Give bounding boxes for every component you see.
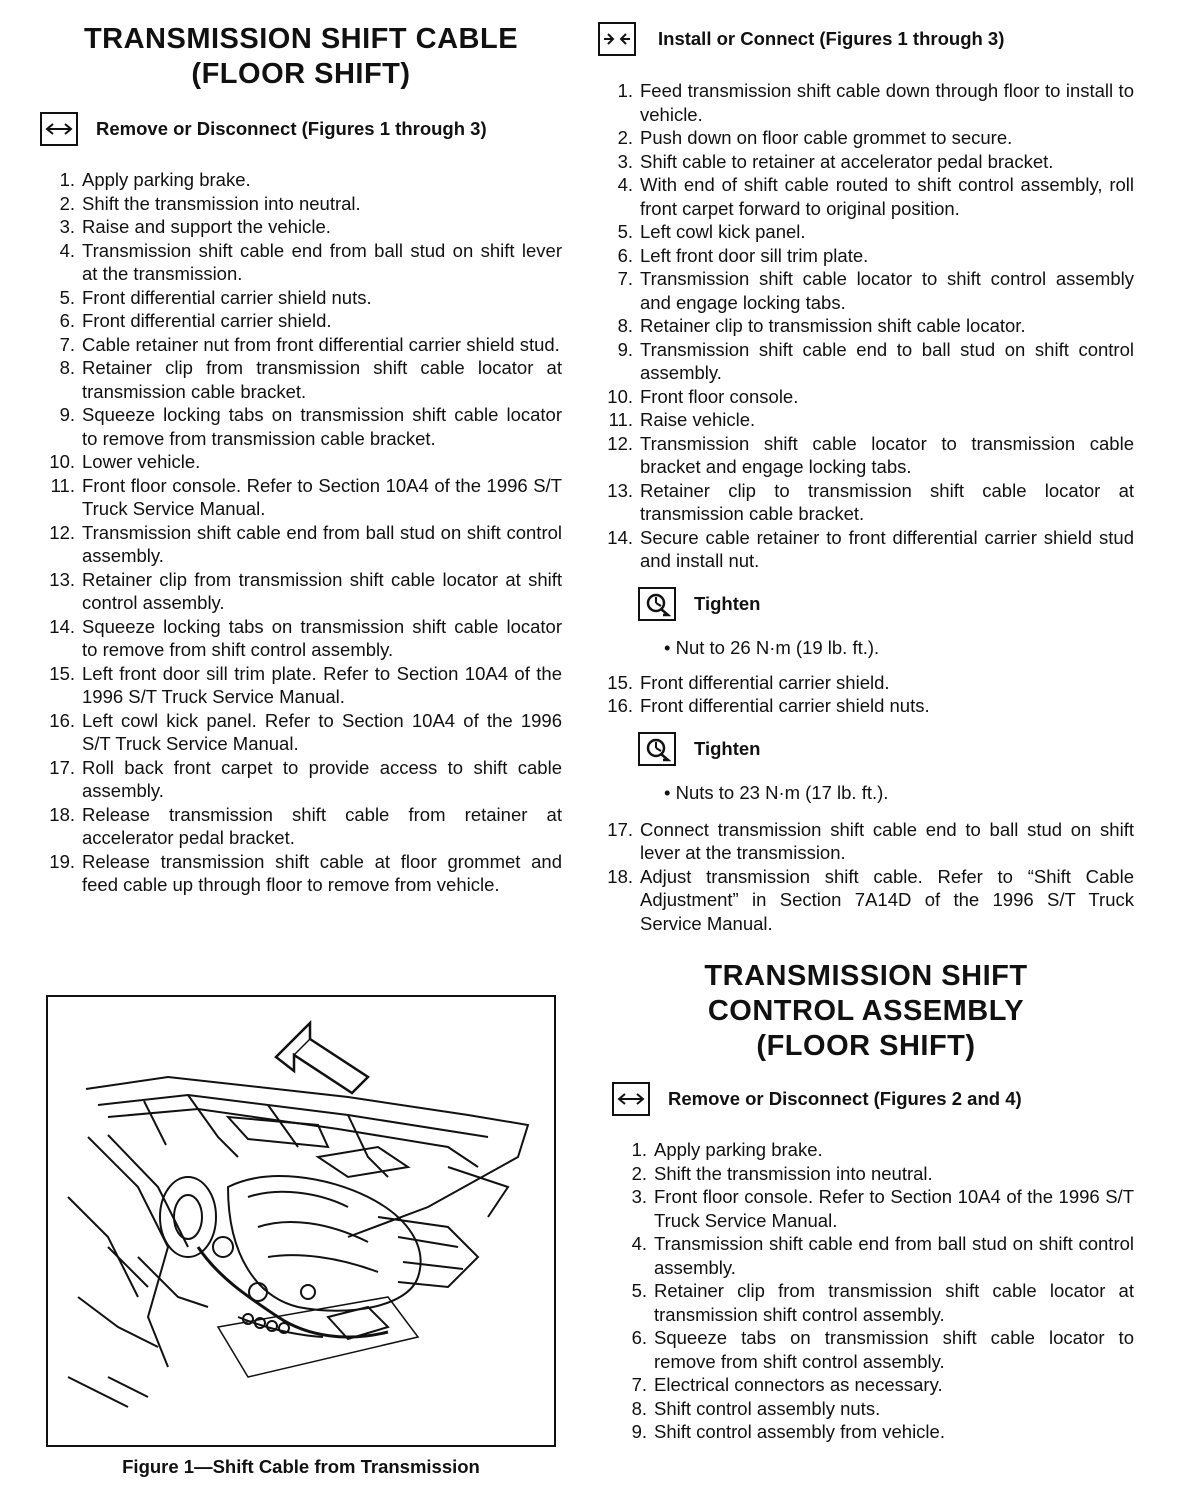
step-text: Push down on floor cable grommet to secure.	[640, 127, 1013, 148]
title-line: CONTROL ASSEMBLY	[707, 995, 1025, 1027]
procedure-step	[598, 479, 1134, 526]
procedure-step	[612, 1138, 1134, 1162]
step-number: 3.	[617, 150, 633, 172]
install-steps-list	[598, 818, 1134, 936]
step-number: 1.	[59, 169, 75, 190]
step-number: 16.	[49, 709, 75, 731]
step-number: 13.	[49, 568, 75, 590]
step-number: 9.	[617, 338, 633, 360]
step-number: 7.	[631, 1374, 647, 1395]
step-number: 7.	[59, 333, 75, 355]
step-number: 11.	[50, 474, 75, 496]
step-text: Roll back front carpet to provide access to shift cable assembly.	[82, 756, 562, 801]
step-number: 17.	[49, 756, 75, 778]
step-text: Feed transmission shift cable down through floor to install to vehicle.	[640, 80, 1134, 125]
step-text: Raise vehicle.	[640, 409, 756, 430]
step-number: 12.	[607, 432, 633, 454]
step-number: 14.	[607, 526, 633, 548]
step-text: Shift control assembly nuts.	[654, 1397, 881, 1419]
step-text: Retainer clip from transmission shift cable locator at shift control assembly.	[82, 568, 562, 613]
step-number: 14.	[49, 615, 75, 637]
step-text: Electrical connectors as necessary.	[654, 1374, 943, 1395]
step-text: Lower vehicle.	[82, 451, 201, 472]
figure-1-caption: Figure 1—Shift Cable from Transmission	[122, 1456, 480, 1477]
procedure-step	[40, 568, 562, 615]
step-text: Retainer clip from transmission shift cable locator at transmission shift control assembly.	[654, 1280, 1134, 1325]
procedure-step	[40, 215, 562, 239]
procedure-step	[598, 694, 1134, 718]
section-title-shift-control	[598, 959, 1134, 1064]
install-connect-heading	[598, 22, 1134, 56]
procedure-step	[40, 615, 562, 662]
procedure-step	[598, 173, 1134, 220]
procedure-step	[40, 709, 562, 756]
tighten-note-2	[638, 732, 1134, 766]
step-text: Left front door sill trim plate.	[640, 244, 869, 266]
install-steps-list	[598, 79, 1134, 573]
step-text: Raise and support the vehicle.	[82, 216, 331, 237]
step-text: Transmission shift cable end from ball stud on shift control assembly.	[82, 521, 562, 566]
step-number: 11.	[608, 409, 633, 430]
step-text: Shift the transmission into neutral.	[82, 192, 361, 214]
remove-disconnect-icon	[612, 1082, 650, 1116]
step-text: Retainer clip from transmission shift cable locator at transmission cable bracket.	[82, 357, 562, 402]
step-number: 9.	[59, 404, 75, 425]
step-text: Connect transmission shift cable end to ball stud on shift lever at the transmission.	[640, 818, 1134, 863]
step-text: Adjust transmission shift cable. Refer to “Shift Cable Adjustment” in Section 7A14D of the 1996 S/T Truck Service Manual.	[640, 865, 1134, 934]
step-text: Transmission shift cable locator to transmission cable bracket and engage locking tabs.	[640, 432, 1134, 477]
title-line: TRANSMISSION SHIFT	[704, 960, 1028, 992]
step-number: 2.	[617, 127, 633, 148]
step-number: 17.	[607, 818, 633, 840]
step-number: 5.	[617, 221, 633, 242]
procedure-step	[598, 126, 1134, 150]
remove-disconnect-icon	[40, 112, 78, 146]
step-text: Left front door sill trim plate. Refer to Section 10A4 of the 1996 S/T Truck Service Manual.	[82, 662, 562, 707]
step-text: Front floor console. Refer to Section 10A4 of the 1996 S/T Truck Service Manual.	[82, 474, 562, 519]
procedure-step	[40, 662, 562, 709]
procedure-step	[598, 267, 1134, 314]
step-text: Release transmission shift cable at floor grommet and feed cable up through floor to remove from vehicle.	[82, 850, 562, 895]
procedure-step	[598, 432, 1134, 479]
step-number: 4.	[617, 174, 633, 195]
step-text: Transmission shift cable end from ball stud on shift lever at the transmission.	[82, 239, 562, 284]
procedure-step	[40, 803, 562, 850]
tighten-label: Tighten	[694, 737, 761, 759]
install-connect-icon	[598, 22, 636, 56]
step-number: 2.	[59, 192, 75, 214]
step-text: Shift the transmission into neutral.	[654, 1162, 933, 1184]
procedure-step	[598, 408, 1134, 432]
removal-steps-list	[40, 168, 562, 897]
step-number: 15.	[607, 671, 633, 693]
step-number: 10.	[607, 385, 633, 407]
step-number: 2.	[631, 1162, 647, 1184]
procedure-step	[40, 356, 562, 403]
step-number: 1.	[631, 1139, 647, 1160]
procedure-step	[612, 1232, 1134, 1279]
procedure-step	[40, 309, 562, 333]
title-line: TRANSMISSION SHIFT CABLE	[83, 23, 519, 55]
step-text: Front differential carrier shield nuts.	[640, 695, 930, 716]
remove-disconnect-label: Remove or Disconnect (Figures 2 and 4)	[668, 1088, 1022, 1109]
step-text: Cable retainer nut from front differential carrier shield stud.	[82, 333, 560, 355]
step-number: 9.	[631, 1421, 647, 1442]
remove-disconnect-heading-2	[612, 1082, 1134, 1116]
step-text: Apply parking brake.	[654, 1139, 823, 1160]
procedure-step	[40, 192, 562, 216]
procedure-step	[40, 239, 562, 286]
procedure-step	[40, 168, 562, 192]
step-number: 12.	[49, 521, 75, 543]
procedure-step	[40, 333, 562, 357]
step-text: Squeeze tabs on transmission shift cable locator to remove from shift control assembly.	[654, 1327, 1134, 1372]
procedure-step	[40, 474, 562, 521]
procedure-step	[40, 756, 562, 803]
step-text: Shift control assembly from vehicle.	[654, 1421, 945, 1442]
procedure-step	[598, 338, 1134, 385]
step-text: Transmission shift cable locator to shift control assembly and engage locking tabs.	[640, 268, 1134, 313]
step-text: Shift cable to retainer at accelerator pedal bracket.	[640, 150, 1054, 172]
procedure-step	[612, 1162, 1134, 1186]
step-text: Transmission shift cable end from ball stud on shift control assembly.	[654, 1233, 1134, 1278]
procedure-step	[598, 244, 1134, 268]
step-text: Front differential carrier shield.	[82, 310, 332, 331]
procedure-step	[612, 1185, 1134, 1232]
procedure-step	[40, 850, 562, 897]
step-text: Front floor console.	[640, 385, 799, 407]
procedure-step	[40, 450, 562, 474]
step-number: 18.	[607, 865, 633, 887]
step-number: 6.	[617, 244, 633, 266]
section-title-shift-cable	[40, 22, 562, 92]
install-steps-list	[598, 671, 1134, 718]
step-number: 5.	[631, 1280, 647, 1301]
step-number: 6.	[59, 310, 75, 331]
left-column	[40, 22, 562, 897]
procedure-step	[612, 1420, 1134, 1444]
step-text: Secure cable retainer to front differential carrier shield stud and install nut.	[640, 526, 1134, 571]
step-number: 19.	[49, 850, 75, 872]
procedure-step	[612, 1279, 1134, 1326]
shift-cable-drawing	[48, 997, 554, 1445]
procedure-step	[598, 220, 1134, 244]
step-text: Left cowl kick panel.	[640, 221, 806, 242]
torque-spec-2: • Nuts to 23 N·m (17 lb. ft.).	[664, 781, 889, 803]
remove-disconnect-label: Remove or Disconnect (Figures 1 through 3)	[96, 118, 487, 139]
procedure-step	[612, 1397, 1134, 1421]
step-text: Squeeze locking tabs on transmission shift cable locator to remove from transmission cable bracket.	[82, 404, 562, 449]
step-text: Front differential carrier shield nuts.	[82, 286, 372, 308]
torque-wrench-icon	[638, 587, 676, 621]
torque-spec-1: • Nut to 26 N·m (19 lb. ft.).	[664, 636, 880, 658]
step-number: 5.	[59, 286, 75, 308]
step-number: 4.	[59, 239, 75, 261]
procedure-step	[612, 1326, 1134, 1373]
procedure-step	[598, 79, 1134, 126]
procedure-step	[598, 150, 1134, 174]
step-text: Retainer clip to transmission shift cable locator at transmission cable bracket.	[640, 479, 1134, 524]
step-number: 8.	[617, 315, 633, 336]
step-number: 8.	[59, 357, 75, 378]
procedure-step	[40, 403, 562, 450]
procedure-step	[598, 671, 1134, 695]
procedure-step	[598, 314, 1134, 338]
step-text: Retainer clip to transmission shift cable locator.	[640, 315, 1026, 336]
step-number: 13.	[607, 479, 633, 501]
step-text: Front differential carrier shield.	[640, 671, 890, 693]
step-text: Front floor console. Refer to Section 10A4 of the 1996 S/T Truck Service Manual.	[654, 1186, 1134, 1231]
procedure-step	[598, 526, 1134, 573]
step-number: 3.	[59, 216, 75, 237]
step-text: Release transmission shift cable from retainer at accelerator pedal bracket.	[82, 803, 562, 848]
step-number: 4.	[631, 1233, 647, 1254]
tighten-label: Tighten	[694, 592, 761, 614]
remove-disconnect-heading	[40, 112, 562, 146]
step-number: 16.	[607, 695, 633, 716]
figure-1-illustration	[46, 995, 556, 1447]
step-text: Squeeze locking tabs on transmission shift cable locator to remove from shift control assembly.	[82, 615, 562, 660]
step-number: 6.	[631, 1327, 647, 1348]
control-removal-steps-list	[612, 1138, 1134, 1444]
step-number: 3.	[631, 1186, 647, 1207]
procedure-step	[598, 818, 1134, 865]
step-number: 8.	[631, 1397, 647, 1419]
procedure-step	[598, 865, 1134, 936]
procedure-step	[40, 521, 562, 568]
step-number: 15.	[49, 662, 75, 684]
title-line: (FLOOR SHIFT)	[191, 58, 411, 90]
step-text: Left cowl kick panel. Refer to Section 10A4 of the 1996 S/T Truck Service Manual.	[82, 709, 562, 754]
step-number: 7.	[617, 268, 633, 289]
title-line: (FLOOR SHIFT)	[756, 1030, 976, 1062]
tighten-note-1	[638, 587, 1134, 621]
step-text: Transmission shift cable end to ball stud on shift control assembly.	[640, 338, 1134, 383]
step-number: 10.	[49, 451, 75, 472]
step-number: 18.	[49, 803, 75, 825]
step-text: Apply parking brake.	[82, 169, 251, 190]
procedure-step	[40, 286, 562, 310]
torque-wrench-icon	[638, 732, 676, 766]
right-column	[598, 22, 1134, 1444]
step-text: With end of shift cable routed to shift control assembly, roll front carpet forward to original position.	[640, 174, 1134, 219]
procedure-step	[598, 385, 1134, 409]
step-number: 1.	[617, 80, 633, 101]
procedure-step	[612, 1373, 1134, 1397]
install-connect-label: Install or Connect (Figures 1 through 3)	[658, 28, 1005, 49]
